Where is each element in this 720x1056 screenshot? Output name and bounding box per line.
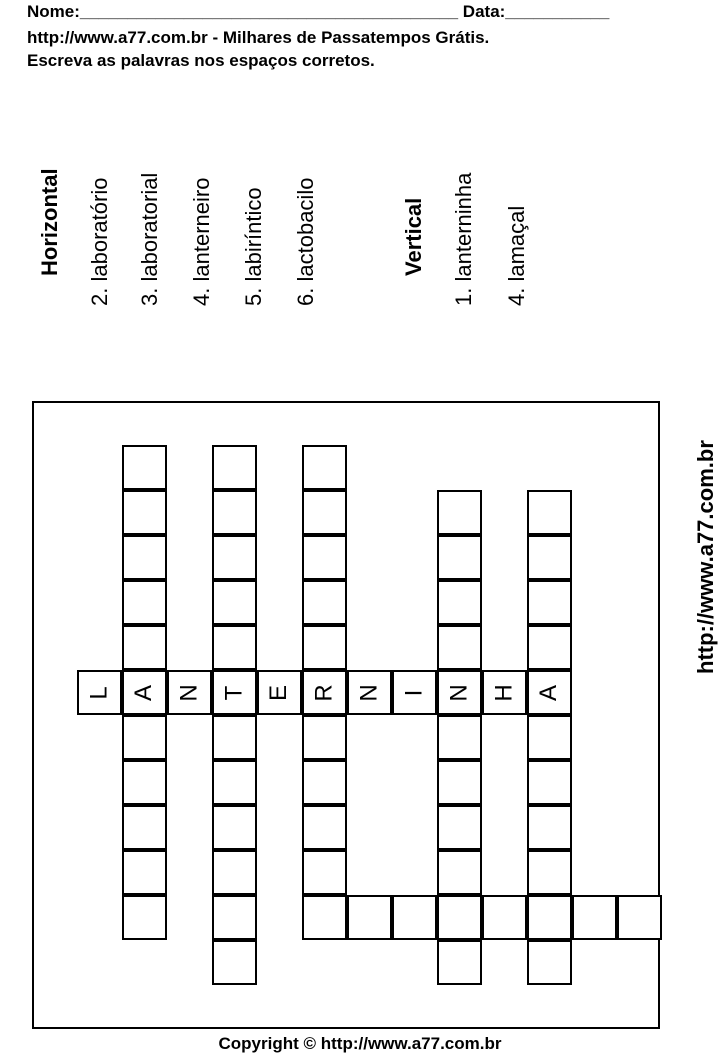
crossword-cell[interactable] — [302, 535, 347, 580]
crossword-cell[interactable] — [302, 805, 347, 850]
crossword-cell[interactable] — [437, 580, 482, 625]
crossword-cell[interactable] — [392, 670, 437, 715]
crossword-cell[interactable] — [302, 850, 347, 895]
crossword-cell[interactable] — [122, 805, 167, 850]
crossword-cell[interactable] — [437, 805, 482, 850]
copyright-footer: Copyright © http://www.a77.com.br — [218, 1034, 502, 1053]
crossword-cell[interactable] — [437, 760, 482, 805]
crossword-cell[interactable] — [302, 580, 347, 625]
crossword-cell[interactable] — [212, 670, 257, 715]
vertical-clue: 4. lamaçal — [504, 205, 529, 306]
crossword-cell[interactable] — [212, 490, 257, 535]
crossword-cell[interactable] — [77, 670, 122, 715]
crossword-cell[interactable] — [527, 715, 572, 760]
crossword-cell[interactable] — [527, 535, 572, 580]
crossword-cell[interactable] — [302, 670, 347, 715]
crossword-cell[interactable] — [122, 760, 167, 805]
crossword-cell[interactable] — [527, 895, 572, 940]
crossword-cell[interactable] — [122, 445, 167, 490]
crossword-cell[interactable] — [527, 850, 572, 895]
name-date-line: Nome:________________________________________ Data:___________ — [27, 2, 610, 21]
crossword-cell[interactable] — [437, 895, 482, 940]
cell-letter: L — [85, 685, 113, 700]
crossword-cell[interactable] — [212, 445, 257, 490]
crossword-cell[interactable] — [527, 940, 572, 985]
crossword-cell[interactable] — [212, 940, 257, 985]
crossword-cell[interactable] — [527, 670, 572, 715]
cell-letter: R — [310, 683, 338, 702]
horizontal-clue: 4. lanterneiro — [189, 177, 214, 306]
crossword-cell[interactable] — [302, 715, 347, 760]
crossword-cell[interactable] — [122, 490, 167, 535]
horizontal-clue: 5. labiríntico — [241, 187, 266, 306]
crossword-cell[interactable] — [212, 625, 257, 670]
crossword-cell[interactable] — [527, 625, 572, 670]
crossword-cell[interactable] — [347, 670, 392, 715]
crossword-cell[interactable] — [437, 715, 482, 760]
horizontal-clue: 2. laboratório — [87, 177, 112, 306]
crossword-cell[interactable] — [347, 895, 392, 940]
crossword-cell[interactable] — [122, 895, 167, 940]
crossword-cell[interactable] — [212, 760, 257, 805]
crossword-cell[interactable] — [122, 715, 167, 760]
cell-letter: T — [220, 685, 248, 700]
crossword-cell[interactable] — [527, 580, 572, 625]
crossword-cell[interactable] — [122, 850, 167, 895]
crossword-cell[interactable] — [122, 625, 167, 670]
crossword-cell[interactable] — [212, 715, 257, 760]
crossword-cell[interactable] — [437, 535, 482, 580]
vertical-title: Vertical — [401, 197, 426, 276]
crossword-cell[interactable] — [437, 670, 482, 715]
crossword-cell[interactable] — [122, 670, 167, 715]
crossword-cell[interactable] — [257, 670, 302, 715]
crossword-cell[interactable] — [437, 940, 482, 985]
crossword-cell[interactable] — [527, 490, 572, 535]
cell-letter: N — [175, 683, 203, 702]
source-line: http://www.a77.com.br - Milhares de Passatempos Grátis. — [27, 28, 490, 47]
crossword-cell[interactable] — [212, 895, 257, 940]
crossword-cell[interactable] — [527, 805, 572, 850]
crossword-cell[interactable] — [302, 895, 347, 940]
crossword-cell[interactable] — [482, 670, 527, 715]
crossword-cell[interactable] — [437, 490, 482, 535]
crossword-cell[interactable] — [212, 535, 257, 580]
crossword-cell[interactable] — [302, 490, 347, 535]
crossword-cell[interactable] — [482, 895, 527, 940]
cell-letter: N — [355, 683, 383, 702]
cell-letter: E — [265, 684, 293, 701]
crossword-cell[interactable] — [527, 760, 572, 805]
crossword-cell[interactable] — [212, 850, 257, 895]
crossword-cell[interactable] — [167, 670, 212, 715]
crossword-cell[interactable] — [392, 895, 437, 940]
crossword-cell[interactable] — [302, 760, 347, 805]
crossword-cell[interactable] — [617, 895, 662, 940]
cell-letter: H — [490, 683, 518, 702]
crossword-cell[interactable] — [212, 805, 257, 850]
horizontal-clue: 6. lactobacilo — [293, 177, 318, 306]
crossword-cell[interactable] — [572, 895, 617, 940]
crossword-cell[interactable] — [302, 445, 347, 490]
cell-letter: I — [400, 689, 428, 696]
cell-letter: N — [445, 683, 473, 702]
crossword-cell[interactable] — [302, 625, 347, 670]
side-url: http://www.a77.com.br — [693, 440, 718, 674]
cell-letter: A — [130, 684, 158, 701]
crossword-cell[interactable] — [437, 625, 482, 670]
crossword-cell[interactable] — [212, 580, 257, 625]
crossword-cell[interactable] — [122, 580, 167, 625]
horizontal-clue: 3. laboratorial — [137, 172, 162, 306]
crossword-cell[interactable] — [437, 850, 482, 895]
vertical-clue: 1. lanterninha — [451, 172, 476, 306]
horizontal-title: Horizontal — [37, 168, 62, 276]
cell-letter: A — [535, 684, 563, 701]
instruction-line: Escreva as palavras nos espaços corretos. — [27, 51, 375, 70]
crossword-cell[interactable] — [122, 535, 167, 580]
